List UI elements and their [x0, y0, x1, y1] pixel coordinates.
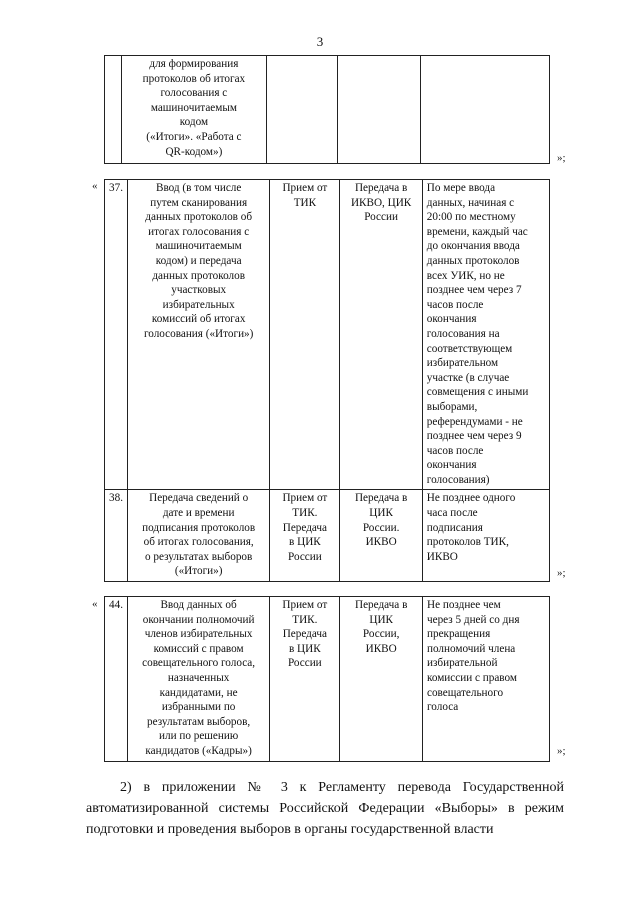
deadline-cell — [421, 56, 550, 164]
receive-cell: Прием от ТИК. Передача в ЦИК России — [270, 597, 340, 762]
transfer-cell: Передача в ЦИК России. ИКВО — [340, 490, 422, 582]
row-number: 37. — [105, 180, 128, 490]
deadline-cell: Не позднее чем через 5 дней со дня прекращения полномочий члена избирательной комиссии с правом совещательного голоса — [422, 597, 549, 762]
table-continuation — [104, 55, 550, 164]
table-row — [105, 180, 550, 490]
amendment-paragraph: 2) в приложении № 3 к Регламенту перевода Государственной автоматизированной системы Российской Федерации «Выборы» в режим подготовки и проведения выборов в органы государственной власти — [86, 780, 564, 837]
function-name-cell: для формирования протоколов об итогах голосования с машиночитаемым кодом («Итоги». «Работа с QR-кодом») — [121, 56, 266, 164]
row-number: 44. — [105, 597, 128, 762]
table-row-44 — [104, 596, 550, 762]
transfer-cell: Передача в ИКВО, ЦИК России — [340, 180, 422, 490]
row-number: 38. — [105, 490, 128, 582]
table-row — [105, 56, 550, 164]
function-name-cell: Передача сведений о дате и времени подписания протоколов об итогах голосования, о результатах выборов («Итоги») — [127, 490, 269, 582]
table-row — [105, 597, 550, 762]
row-number — [105, 56, 122, 164]
transfer-cell: Передача в ЦИК России, ИКВО — [340, 597, 423, 762]
closing-quote-mark: »; — [557, 745, 566, 757]
function-name-cell: Ввод данных об окончании полномочий членов избирательных комиссий с правом совещательного голоса, назначенных кандидатами, не избранными по результатам выборов, или по решению кандидатов («Кадры») — [127, 597, 269, 762]
deadline-cell: Не позднее одного часа после подписания протоколов ТИК, ИКВО — [422, 490, 549, 582]
page-number: 3 — [316, 34, 324, 49]
function-name-cell: Ввод (в том числе путем сканирования данных протоколов об итогах голосования с машиночитаемым кодом) и передача данных протоколов участковых избирательных комиссий об итогах голосования («Итоги») — [127, 180, 269, 490]
opening-quote-mark: « — [92, 180, 98, 192]
receive-cell — [266, 56, 337, 164]
closing-quote-mark: »; — [557, 152, 566, 164]
opening-quote-mark: « — [92, 598, 98, 610]
table-row — [105, 490, 550, 582]
transfer-cell — [337, 56, 421, 164]
closing-quote-mark: »; — [557, 567, 566, 579]
receive-cell: Прием от ТИК — [270, 180, 340, 490]
deadline-cell: По мере ввода данных, начиная с 20:00 по местному времени, каждый час до окончания ввода данных протоколов всех УИК, но не позднее чем через 7 часов после окончания голосования на соответствующем избирательном участке (в случае совмещения с иными выборами, референдумами - не позднее чем через 9 часов после окончания голосования) — [422, 180, 549, 490]
table-rows-37-38 — [104, 179, 550, 582]
receive-cell: Прием от ТИК. Передача в ЦИК России — [270, 490, 340, 582]
